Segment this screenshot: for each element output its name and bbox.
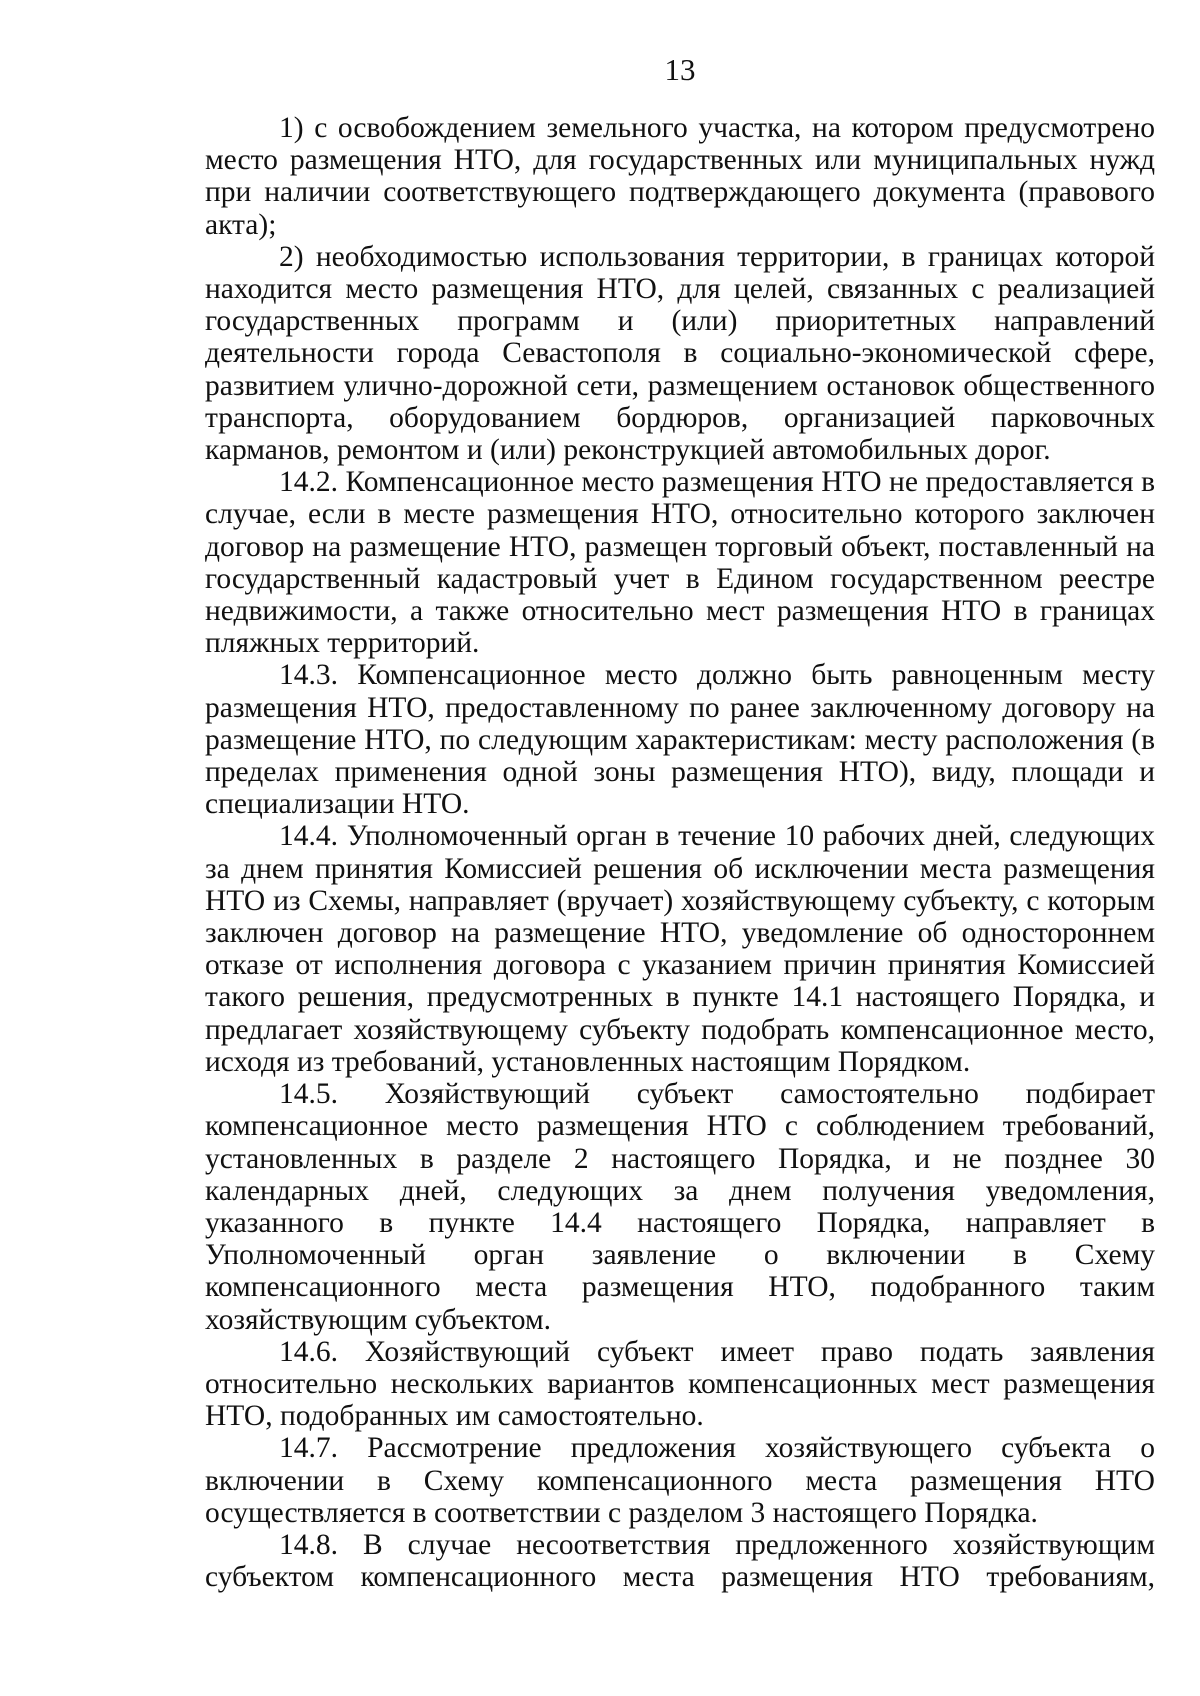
paragraph-14-6: 14.6. Хозяйствующий субъект имеет право подать заявления относительно нескольких вариантов компенсационных мест размещения НТО, подобранных им самостоятельно. [205,1335,1155,1433]
document-body [205,112,1155,1593]
paragraph-14-2: 14.2. Компенсационное место размещения НТО не предоставляется в случае, если в месте размещения НТО, относительно которого заключен договор на размещение НТО, размещен торговый объект, поставленный на государственный кадастровый учет в Едином государственном реестре недвижимости, а также относительно мест размещения НТО в границах пляжных территорий. [205,466,1155,660]
paragraph-item-1: 1) с освобождением земельного участка, на котором предусмотрено место размещения НТО, для государственных или муниципальных нужд при наличии соответствующего подтверждающего документа (правового акта); [205,112,1155,241]
paragraph-item-2: 2) необходимостью использования территории, в границах которой находится место размещения НТО, для целей, связанных с реализацией государственных программ и (или) приоритетных направлений деятельности города Севастополя в социально-экономической сфере, развитием улично-дорожной сети, размещением остановок общественного транспорта, оборудованием бордюров, организацией парковочных карманов, ремонтом и (или) реконструкцией автомобильных дорог. [205,240,1155,467]
paragraph-14-7: 14.7. Рассмотрение предложения хозяйствующего субъекта о включении в Схему компенсационного места размещения НТО осуществляется в соответствии с разделом 3 настоящего Порядка. [205,1432,1155,1529]
paragraph-14-5: 14.5. Хозяйствующий субъект самостоятельно подбирает компенсационное место размещения НТО с соблюдением требований, установленных в разделе 2 настоящего Порядка, и не позднее 30 календарных дней, следующих за днем получения уведомления, указанного в пункте 14.4 настоящего Порядка, направляет в Уполномоченный орган заявление о включении в Схему компенсационного места размещения НТО, подобранного таким хозяйствующим субъектом. [205,1078,1155,1336]
page-number: 13 [664,52,696,87]
paragraph-14-8: 14.8. В случае несоответствия предложенного хозяйствующим субъектом компенсационного места размещения НТО требованиям, [205,1528,1155,1594]
paragraph-14-4: 14.4. Уполномоченный орган в течение 10 рабочих дней, следующих за днем принятия Комиссией решения об исключении места размещения НТО из Схемы, направляет (вручает) хозяйствующему субъекту, с которым заключен договор на размещение НТО, уведомление об одностороннем отказе от исполнения договора с указанием причин принятия Комиссией такого решения, предусмотренных в пункте 14.1 настоящего Порядка, и предлагает хозяйствующему субъекту подобрать компенсационное место, исходя из требований, установленных настоящим Порядком. [205,820,1155,1078]
paragraph-14-3: 14.3. Компенсационное место должно быть равноценным месту размещения НТО, предоставленному по ранее заключенному договору на размещение НТО, по следующим характеристикам: месту расположения (в пределах применения одной зоны размещения НТО), виду, площади и специализации НТО. [205,659,1155,821]
